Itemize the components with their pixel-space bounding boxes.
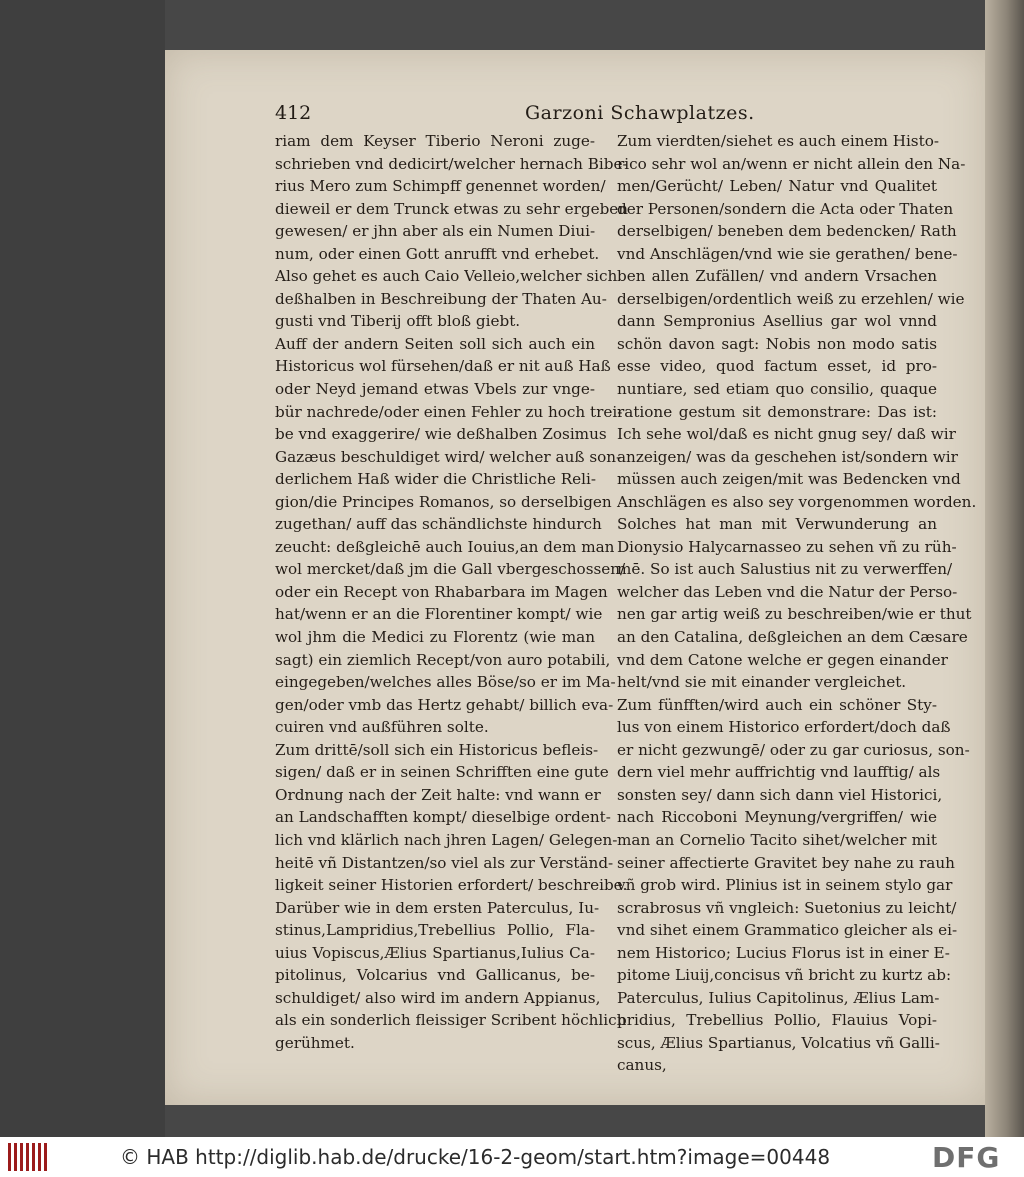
facing-page-edge — [985, 0, 1024, 1137]
text-line: anzeigen/ was da geschehen ist/sondern wir — [617, 447, 958, 466]
text-line: pitolinus, Volcarius vnd Gallicanus, be- — [275, 966, 595, 985]
text-line: dieweil er dem Trunck etwas zu sehr ergeben — [275, 199, 629, 218]
text-line: man an Cornelio Tacito sihet/welcher mit — [617, 830, 937, 849]
text-line: men/Gerücht/ Leben/ Natur vnd Qualitet — [617, 177, 937, 196]
scanner-background — [0, 0, 165, 1137]
text-line: hat/wenn er an die Florentiner kompt/ wie — [275, 605, 603, 624]
text-line: lich vnd klärlich nach jhren Lagen/ Gelegen- — [275, 830, 618, 849]
running-title: Garzoni Schawplatzes. — [525, 102, 755, 124]
text-line: nem Historico; Lucius Florus ist in einer E- — [617, 943, 950, 962]
running-head — [275, 102, 875, 130]
text-line: rius Mero zum Schimpff genennet worden/ — [275, 177, 606, 196]
text-line: der Personen/sondern die Acta oder Thaten — [617, 199, 954, 218]
hab-logo-icon — [8, 1143, 48, 1171]
text-line: schuldiget/ also wird im andern Appianus, — [275, 988, 601, 1007]
text-line: uius Vopiscus,Ælius Spartianus,Iulius Ca- — [275, 943, 595, 962]
text-line: welcher das Leben vnd die Natur der Perso- — [617, 582, 958, 601]
text-line: gusti vnd Tiberij offt bloß giebt. — [275, 312, 521, 331]
text-line: pitome Liuij,concisus vñ bricht zu kurtz ab: — [617, 966, 952, 985]
text-line: an Landschafften kompt/ dieselbige ordent- — [275, 808, 611, 827]
text-line: num, oder einen Gott anrufft vnd erhebet. — [275, 244, 600, 263]
text-line: vnd sihet einem Grammatico gleicher als ei- — [617, 921, 958, 940]
text-line: gewesen/ er jhn aber als ein Numen Diui- — [275, 222, 596, 241]
right-text-column — [617, 130, 977, 1077]
text-line: Historicus wol fürsehen/daß er nit auß Haß — [275, 357, 611, 376]
text-line: derlichem Haß wider die Christliche Reli- — [275, 470, 597, 489]
footer-bar — [0, 1137, 1024, 1177]
copyright-url[interactable]: © HAB http://diglib.hab.de/drucke/16-2-geom/start.htm?image=00448 — [120, 1145, 831, 1169]
text-line: dern viel mehr auffrichtig vnd laufftig/ als — [617, 763, 941, 782]
text-line: bür nachrede/oder einen Fehler zu hoch trei- — [275, 402, 623, 421]
text-line: canus, — [617, 1056, 667, 1075]
text-line: scrabrosus vñ vngleich: Suetonius zu leicht/ — [617, 898, 957, 917]
text-line: als ein sonderlich fleissiger Scribent höchlich — [275, 1011, 627, 1030]
text-line: Dionysio Halycarnasseo zu sehen vñ zu rüh- — [617, 537, 957, 556]
text-line: deßhalben in Beschreibung der Thaten Au- — [275, 289, 607, 308]
text-line: Zum drittē/soll sich ein Historicus befleis- — [275, 740, 599, 759]
text-line: Also gehet es auch Caio Velleio,welcher sich — [275, 267, 618, 286]
text-line: Ordnung nach der Zeit halte: vnd wann er — [275, 785, 601, 804]
text-line: cuiren vnd außführen solte. — [275, 718, 489, 737]
text-line: ben allen Zufällen/ vnd andern Vrsachen — [617, 267, 937, 286]
text-line: zugethan/ auff das schändlichste hindurch — [275, 515, 602, 534]
text-line: be vnd exaggerire/ wie deßhalben Zosimus — [275, 425, 607, 444]
text-line: nen gar artig weiß zu beschreiben/wie er thut — [617, 605, 972, 624]
text-line: Solches hat man mit Verwunderung an — [617, 515, 937, 534]
text-line: er nicht gezwungē/ oder zu gar curiosus, son- — [617, 740, 970, 759]
text-line: zeucht: deßgleichē auch Iouius,an dem man — [275, 537, 615, 556]
text-line: esse video, quod factum esset, id pro- — [617, 357, 937, 376]
text-line: an den Catalina, deßgleichen an dem Cæsare — [617, 628, 968, 647]
text-line: ratione gestum sit demonstrare: Das ist: — [617, 402, 937, 421]
text-line: eingegeben/welches alles Böse/so er im Ma- — [275, 673, 616, 692]
text-line: sonsten sey/ dann sich dann viel Historici, — [617, 785, 943, 804]
text-line: wol jhm die Medici zu Florentz (wie man — [275, 628, 595, 647]
text-line: Anschlägen es also sey vorgenommen worden. — [617, 492, 977, 511]
text-line: sagt) ein ziemlich Recept/von auro potabili, — [275, 650, 611, 669]
text-line: gerühmet. — [275, 1033, 355, 1052]
text-line: Paterculus, Iulius Capitolinus, Ælius Lam- — [617, 988, 940, 1007]
text-line: gion/die Principes Romanos, so derselbigen — [275, 492, 612, 511]
text-line: Auff der andern Seiten soll sich auch ein — [275, 334, 595, 353]
text-line: oder Neyd jemand etwas Vbels zur vnge- — [275, 380, 595, 399]
text-line: mē. So ist auch Salustius nit zu verwerffen/ — [617, 560, 953, 579]
text-line: Gazæus beschuldiget wird/ welcher auß son- — [275, 447, 622, 466]
text-line: scus, Ælius Spartianus, Volcatius vñ Galli- — [617, 1033, 940, 1052]
page-number: 412 — [275, 102, 312, 124]
text-line: helt/vnd sie mit einander vergleichet. — [617, 673, 907, 692]
text-line: Zum vierdten/siehet es auch einem Histo- — [617, 132, 939, 150]
left-text-column — [275, 130, 629, 1054]
text-line: Zum fünfften/wird auch ein schöner Sty- — [617, 695, 937, 714]
text-line: heitē vñ Distantzen/so viel als zur Verständ- — [275, 853, 614, 872]
text-line: derselbigen/ordentlich weiß zu erzehlen/ wie — [617, 289, 965, 308]
text-line: pridius, Trebellius Pollio, Flauius Vopi- — [617, 1011, 937, 1030]
text-line: gen/oder vmb das Hertz gehabt/ billich eva- — [275, 695, 614, 714]
text-line: dann Sempronius Asellius gar wol vnnd — [617, 312, 937, 331]
text-line: seiner affectierte Gravitet bey nahe zu rauh — [617, 853, 955, 872]
text-line: oder ein Recept von Rhabarbara im Magen — [275, 582, 608, 601]
book-page — [165, 50, 985, 1105]
text-line: ligkeit seiner Historien erfordert/ beschreibe. — [275, 876, 628, 895]
text-line: riam dem Keyser Tiberio Neroni zuge- — [275, 132, 595, 150]
text-line: lus von einem Historico erfordert/doch daß — [617, 718, 951, 737]
text-line: rico sehr wol an/wenn er nicht allein den Na- — [617, 154, 966, 173]
text-line: stinus,Lampridius,Trebellius Pollio, Fla- — [275, 921, 595, 940]
text-line: derselbigen/ beneben dem bedencken/ Rath — [617, 222, 957, 241]
text-line: nach Riccoboni Meynung/vergriffen/ wie — [617, 808, 937, 827]
text-line: nuntiare, sed etiam quo consilio, quaque — [617, 380, 937, 399]
text-line: vñ grob wird. Plinius ist in seinem stylo gar — [617, 876, 953, 895]
text-line: schrieben vnd dedicirt/welcher hernach Bibe- — [275, 154, 628, 173]
text-line: Ich sehe wol/daß es nicht gnug sey/ daß wir — [617, 425, 956, 444]
text-line: Darüber wie in dem ersten Paterculus, Iu- — [275, 898, 600, 917]
text-line: müssen auch zeigen/mit was Bedencken vnd — [617, 470, 961, 489]
dfg-logo: DFG — [932, 1141, 1001, 1174]
text-line: schön davon sagt: Nobis non modo satis — [617, 334, 937, 353]
text-line: wol mercket/daß jm die Gall vbergeschossen/ — [275, 560, 626, 579]
text-line: vnd Anschlägen/vnd wie sie gerathen/ bene- — [617, 244, 958, 263]
text-line: vnd dem Catone welche er gegen einander — [617, 650, 948, 669]
text-line: sigen/ daß er in seinen Schrifften eine gute — [275, 763, 609, 782]
